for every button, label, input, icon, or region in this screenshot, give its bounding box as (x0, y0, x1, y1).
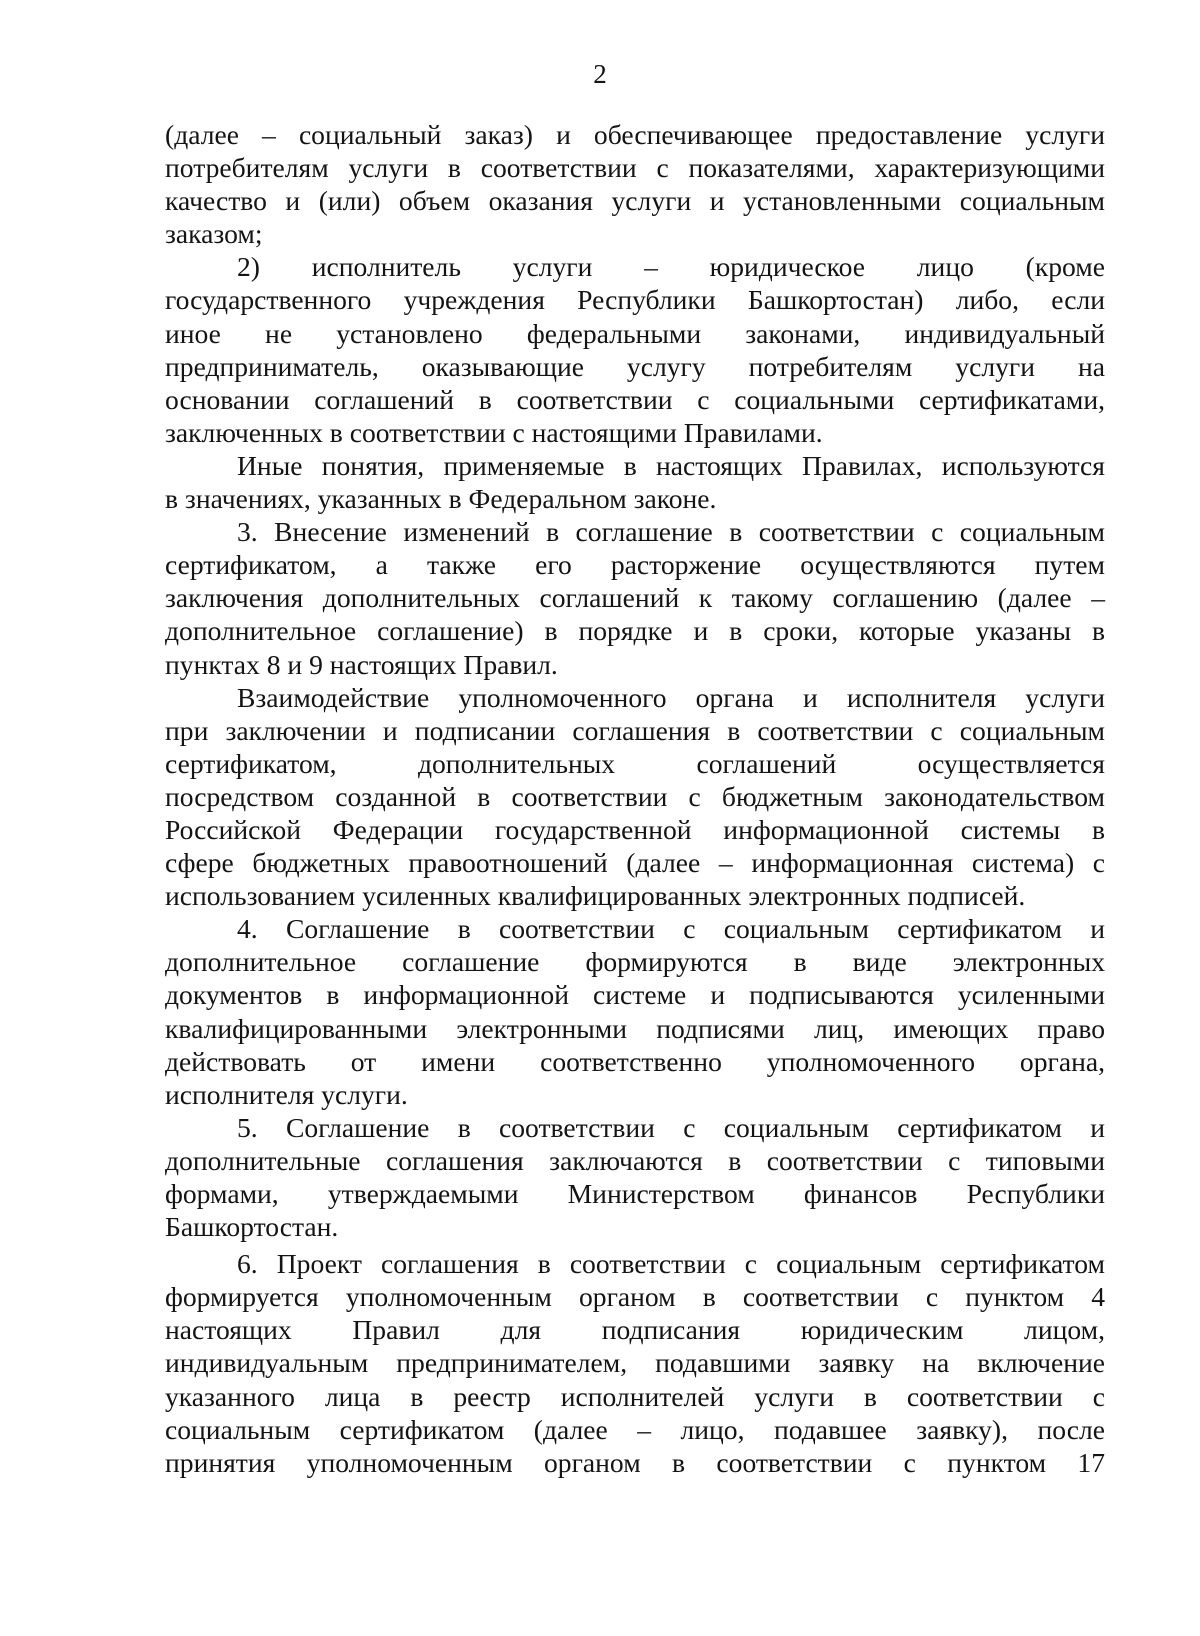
text-line: формируется уполномоченным органом в соответствии с пунктом 4 (165, 1281, 1105, 1313)
text-line: 3. Внесение изменений в соглашение в соответствии с социальным (237, 516, 1105, 548)
text-line: Взаимодействие уполномоченного органа и исполнителя услуги (237, 681, 1105, 713)
text-line: потребителям услуги в соответствии с показателями, характеризующими (165, 152, 1105, 184)
text-line: дополнительное соглашение) в порядке и в сроки, которые указаны в (165, 615, 1105, 647)
text-line: посредством созданной в соответствии с бюджетным законодательством (165, 780, 1105, 812)
text-line: предприниматель, оказывающие услугу потребителям услуги на (165, 350, 1105, 382)
text-line-last: исполнителя услуги. (165, 1078, 408, 1110)
text-line: указанного лица в реестр исполнителей услуги в соответствии с (165, 1380, 1105, 1412)
text-line: иное не установлено федеральными законами, индивидуальный (165, 317, 1105, 349)
text-line: действовать от имени соответственно уполномоченного органа, (165, 1045, 1105, 1077)
paragraph-1 (165, 118, 1105, 250)
text-line: заключения дополнительных соглашений к такому соглашению (далее – (165, 582, 1105, 614)
paragraph-6 (165, 912, 1105, 1111)
paragraph-2 (165, 250, 1105, 449)
text-line-last: пунктах 8 и 9 настоящих Правил. (165, 648, 558, 680)
text-line: документов в информационной системе и подписываются усиленными (165, 979, 1105, 1011)
text-line-last: Башкортостан. (165, 1211, 339, 1243)
text-line-last: использованием усиленных квалифицированных электронных подписей. (165, 880, 1026, 912)
text-line: дополнительные соглашения заключаются в соответствии с типовыми (165, 1144, 1105, 1176)
paragraph-8 (165, 1247, 1105, 1479)
text-line: принятия уполномоченным органом в соответствии с пунктом 17 (165, 1446, 1105, 1478)
text-line: формами, утверждаемыми Министерством финансов Республики (165, 1178, 1105, 1209)
text-line: сертификатом, а также его расторжение осуществляются путем (165, 549, 1105, 581)
paragraph-4 (165, 515, 1105, 680)
text-line: 6. Проект соглашения в соответствии с социальным сертификатом (237, 1248, 1105, 1280)
text-line: сфере бюджетных правоотношений (далее – информационная система) с (165, 847, 1105, 879)
text-line: квалифицированными электронными подписями лиц, имеющих право (165, 1012, 1105, 1044)
text-line-last: в значениях, указанных в Федеральном законе. (165, 483, 717, 515)
paragraph-5 (165, 681, 1105, 913)
text-line: Российской Федерации государственной информационной системы в (165, 813, 1105, 845)
text-line: 2) исполнитель услуги – юридическое лицо (кроме (237, 251, 1105, 283)
text-line: 4. Соглашение в соответствии с социальным сертификатом и (237, 913, 1105, 945)
text-line: социальным сертификатом (далее – лицо, подавшее заявку), после (165, 1413, 1105, 1445)
text-line: (далее – социальный заказ) и обеспечивающее предоставление услуги (165, 119, 1105, 150)
paragraph-7 (165, 1111, 1105, 1243)
text-line-last: заказом; (165, 218, 263, 250)
text-line: при заключении и подписании соглашения в соответствии с социальным (165, 714, 1105, 746)
page-number: 2 (593, 59, 607, 89)
document-body (165, 118, 1105, 1479)
text-line: дополнительное соглашение формируются в виде электронных (165, 946, 1105, 978)
text-line-last: заключенных в соответствии с настоящими Правилами. (165, 416, 823, 448)
text-line: 5. Соглашение в соответствии с социальным сертификатом и (237, 1111, 1105, 1143)
text-line: основании соглашений в соответствии с социальными сертификатами, (165, 383, 1105, 415)
text-line: сертификатом, дополнительных соглашений осуществляется (165, 747, 1105, 779)
text-line: Иные понятия, применяемые в настоящих Правилах, используются (237, 449, 1105, 481)
paragraph-3 (165, 449, 1105, 515)
text-line: качество и (или) объем оказания услуги и установленными социальным (165, 185, 1105, 217)
text-line: индивидуальным предпринимателем, подавшими заявку на включение (165, 1347, 1105, 1379)
text-line: настоящих Правил для подписания юридическим лицом, (165, 1314, 1105, 1346)
text-line: государственного учреждения Республики Башкортостан) либо, если (165, 284, 1105, 316)
